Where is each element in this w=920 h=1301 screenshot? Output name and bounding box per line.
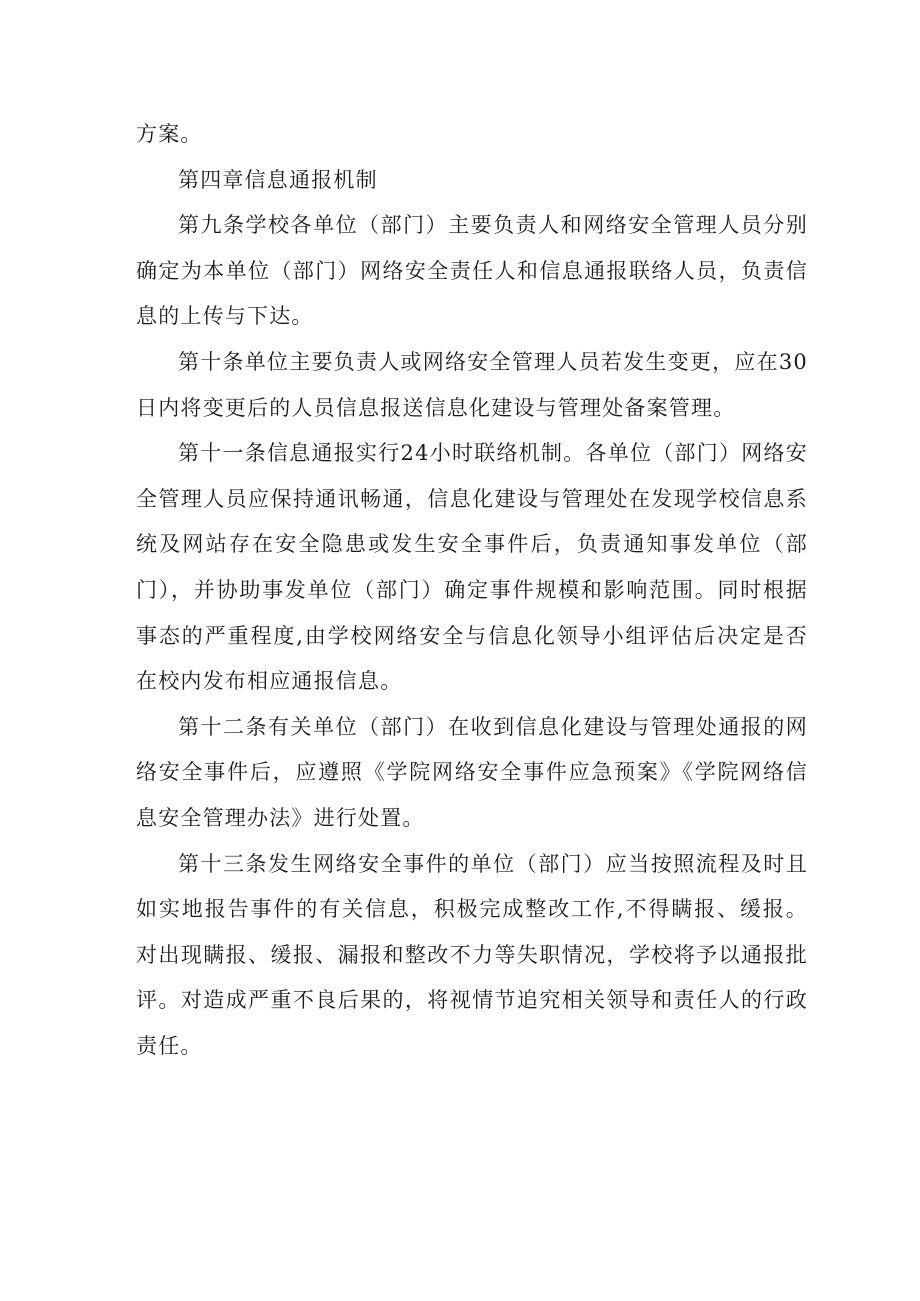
article-11: 第十一条信息通报实行24小时联络机制。各单位（部门）网络安全管理人员应保持通讯畅通，信息化建设与管理处在发现学校信息系统及网站存在安全隐患或发生安全事件后，负责通知事发单位（部门），并协助事发单位（部门）确定事件规模和影响范围。同时根据事态的严重程度,由学校网络安全与信息化领导小组评估后决定是否在校内发布相应通报信息。 bbox=[136, 441, 808, 694]
article-10: 第十条单位主要负责人或网络安全管理人员若发生变更，应在30日内将变更后的人员信息报送信息化建设与管理处备案管理。 bbox=[136, 349, 808, 420]
article-13: 第十三条发生网络安全事件的单位（部门）应当按照流程及时且如实地报告事件的有关信息，积极完成整改工作,不得瞒报、缓报。对出现瞒报、缓报、漏报和整改不力等失职情况，学校将予以通报批评。对造成严重不良后果的，将视情节追究相关领导和责任人的行政责任。 bbox=[136, 851, 808, 1058]
chapter-heading: 第四章信息通报机制 bbox=[178, 167, 378, 192]
continuation-text: 方案。 bbox=[136, 122, 203, 146]
article-12: 第十二条有关单位（部门）在收到信息化建设与管理处通报的网络安全事件后，应遵照《学院网络安全事件应急预案》《学院网络信息安全管理办法》进行处置。 bbox=[136, 714, 808, 830]
article-9: 第九条学校各单位（部门）主要负责人和网络安全管理人员分别确定为本单位（部门）网络安全责任人和信息通报联络人员，负责信息的上传与下达。 bbox=[136, 213, 808, 329]
document-body bbox=[136, 112, 808, 1069]
